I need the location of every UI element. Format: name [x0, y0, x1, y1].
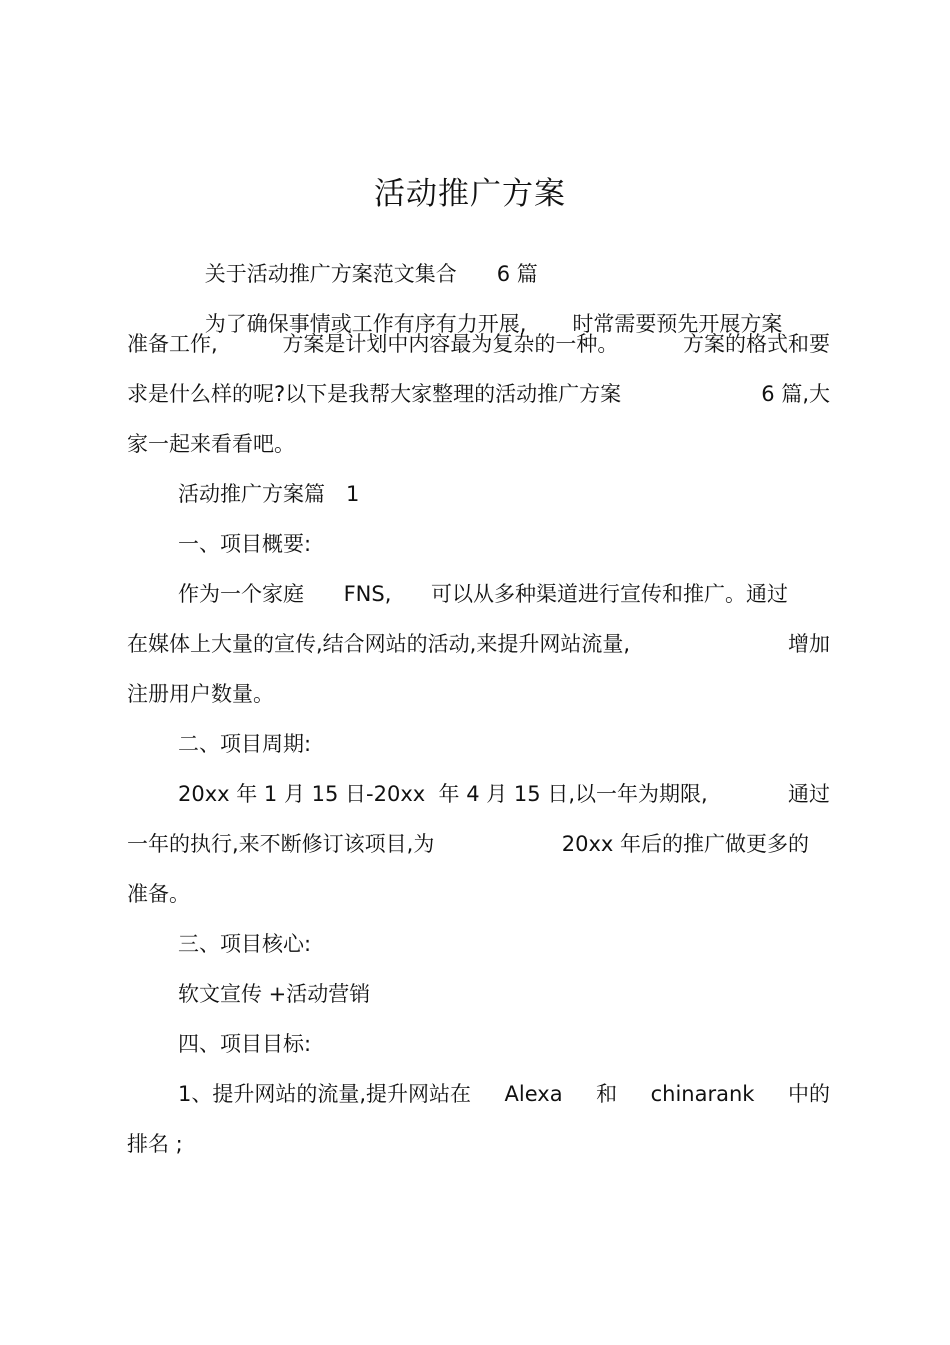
intro-text: 求是什么样的呢?以下是我帮大家整理的活动推广方案: [127, 382, 622, 406]
heading-period: 二、项目周期:: [178, 732, 312, 756]
period-line-1: [178, 779, 830, 809]
intro-text: 方案的格式和要: [683, 332, 830, 356]
body-text: 一年的执行,来不断修订该项目,为: [127, 832, 435, 856]
goals-line-2: 排名 ;: [127, 1132, 183, 1156]
body-text: 20xx 年 1 月 15 日-20xx 年 4 月 15 日,以一年为期限,: [178, 782, 708, 806]
body-text: 20xx 年后的推广做更多的: [561, 832, 809, 856]
body-text: 作为一个家庭: [178, 582, 304, 606]
goals-line-1: [178, 1079, 830, 1109]
intro-text: 为了确保事情或工作有序有力开展,: [204, 312, 527, 336]
heading-overview: 一、项目概要:: [178, 532, 312, 556]
intro-line-4: 家一起来看看吧。: [127, 432, 295, 456]
period-line-3: 准备。: [127, 882, 190, 906]
body-text: 和: [596, 1082, 618, 1106]
intro-line-3: [127, 379, 830, 409]
intro-text: 准备工作,: [127, 332, 218, 356]
body-text: 在媒体上大量的宣传,结合网站的活动,来提升网站流量,: [127, 632, 631, 656]
intro-line-2: [127, 329, 830, 359]
heading-core: 三、项目核心:: [178, 932, 312, 956]
body-text: Alexa: [504, 1082, 563, 1106]
body-text: 通过: [788, 782, 830, 806]
period-line-2: [127, 829, 809, 859]
body-text: 中的: [787, 1082, 830, 1106]
page-title: 活动推广方案: [374, 176, 566, 212]
body-text: chinarank: [650, 1082, 755, 1106]
heading-goals: 四、项目目标:: [178, 1032, 312, 1056]
overview-line-2: [127, 629, 830, 659]
overview-line-3: 注册用户数量。: [127, 682, 274, 706]
body-text: FNS,: [343, 582, 392, 606]
intro-text: 6 篇,大: [761, 382, 830, 406]
core-line-1: 软文宣传 +活动营销: [178, 982, 371, 1006]
body-text: 1、提升网站的流量,提升网站在: [178, 1082, 472, 1106]
subtitle-text: 关于活动推广方案范文集合: [204, 262, 457, 286]
intro-text: 方案是计划中内容最为复杂的一种。: [282, 332, 619, 356]
subtitle-count: 6 篇: [496, 262, 538, 286]
intro-text: 时常需要预先开展方案: [572, 312, 783, 336]
overview-line-1: [178, 579, 788, 609]
body-text: 增加: [788, 632, 830, 656]
section-heading: 活动推广方案篇 1: [178, 482, 360, 506]
body-text: 可以从多种渠道进行宣传和推广。通过: [430, 582, 788, 606]
